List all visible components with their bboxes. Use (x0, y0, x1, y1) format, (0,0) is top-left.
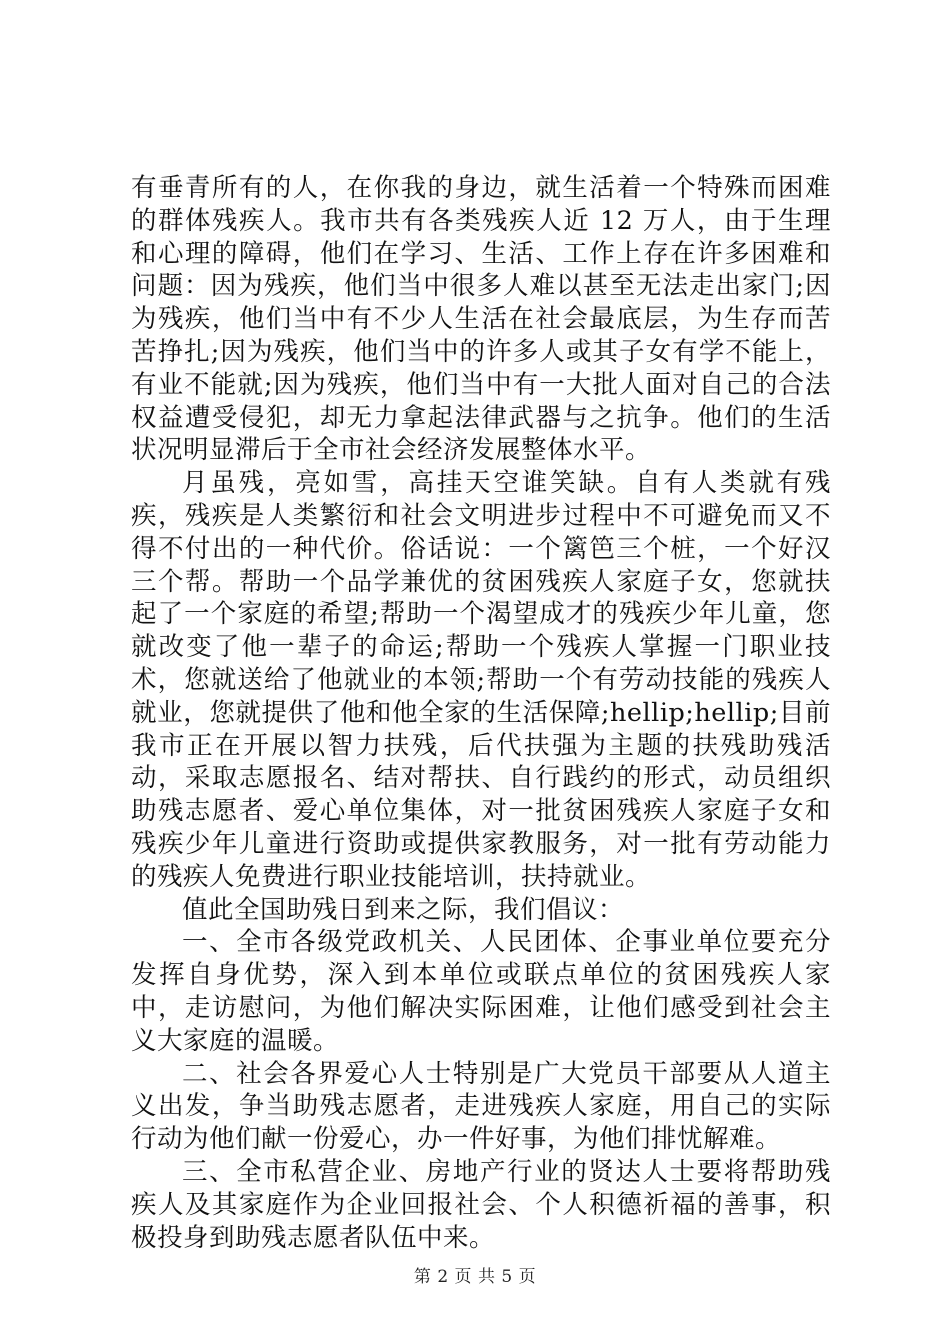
document-body (131, 172, 831, 1254)
paragraph-5: 二、社会各界爱心人士特别是广大党员干部要从人道主义出发，争当助残志愿者，走进残疾人家庭，用自己的实际行动为他们献一份爱心，办一件好事，为他们排忧解难。 (131, 1058, 831, 1155)
paragraph-6: 三、全市私营企业、房地产行业的贤达人士要将帮助残疾人及其家庭作为企业回报社会、个人积德祈福的善事，积极投身到助残志愿者队伍中来。 (131, 1156, 831, 1253)
paragraph-4: 一、全市各级党政机关、人民团体、企事业单位要充分发挥自身优势，深入到本单位或联点单位的贫困残疾人家中，走访慰问，为他们解决实际困难，让他们感受到社会主义大家庭的温暖。 (131, 927, 831, 1056)
paragraph-2: 月虽残，亮如雪，高挂天空谁笑缺。自有人类就有残疾，残疾是人类繁衍和社会文明进步过程中不可避免而又不得不付出的一种代价。俗话说：一个篱笆三个桩，一个好汉三个帮。帮助一个品学兼优的贫困残疾人家庭子女，您就扶起了一个家庭的希望;帮助一个渴望成才的残疾少年儿童，您就改变了他一辈子的命运;帮助一个残疾人掌握一门职业技术，您就送给了他就业的本领;帮助一个有劳动技能的残疾人就业，您就提供了他和他全家的生活保障;hellip;hellip;目前我市正在开展以智力扶残，后代扶强为主题的扶残助残活动，采取志愿报名、结对帮扶、自行践约的形式，动员组织助残志愿者、爱心单位集体，对一批贫困残疾人家庭子女和残疾少年儿童进行资助或提供家教服务，对一批有劳动能力的残疾人免费进行职业技能培训，扶持就业。 (131, 468, 831, 892)
page-number-footer: 第 2 页 共 5 页 (413, 1267, 537, 1287)
paragraph-1: 有垂青所有的人，在你我的身边，就生活着一个特殊而困难的群体残疾人。我市共有各类残疾人近 12 万人，由于生理和心理的障碍，他们在学习、生活、工作上存在许多困难和问题：因为残疾，他们当中很多人难以甚至无法走出家门;因为残疾，他们当中有不少人生活在社会最底层，为生存而苦苦挣扎;因为残疾，他们当中的许多人或其子女有学不能上，有业不能就;因为残疾，他们当中有一大批人面对自己的合法权益遭受侵犯，却无力拿起法律武器与之抗争。他们的生活状况明显滞后于全市社会经济发展整体水平。 (131, 173, 831, 466)
paragraph-3: 值此全国助残日到来之际，我们倡议： (182, 894, 625, 925)
